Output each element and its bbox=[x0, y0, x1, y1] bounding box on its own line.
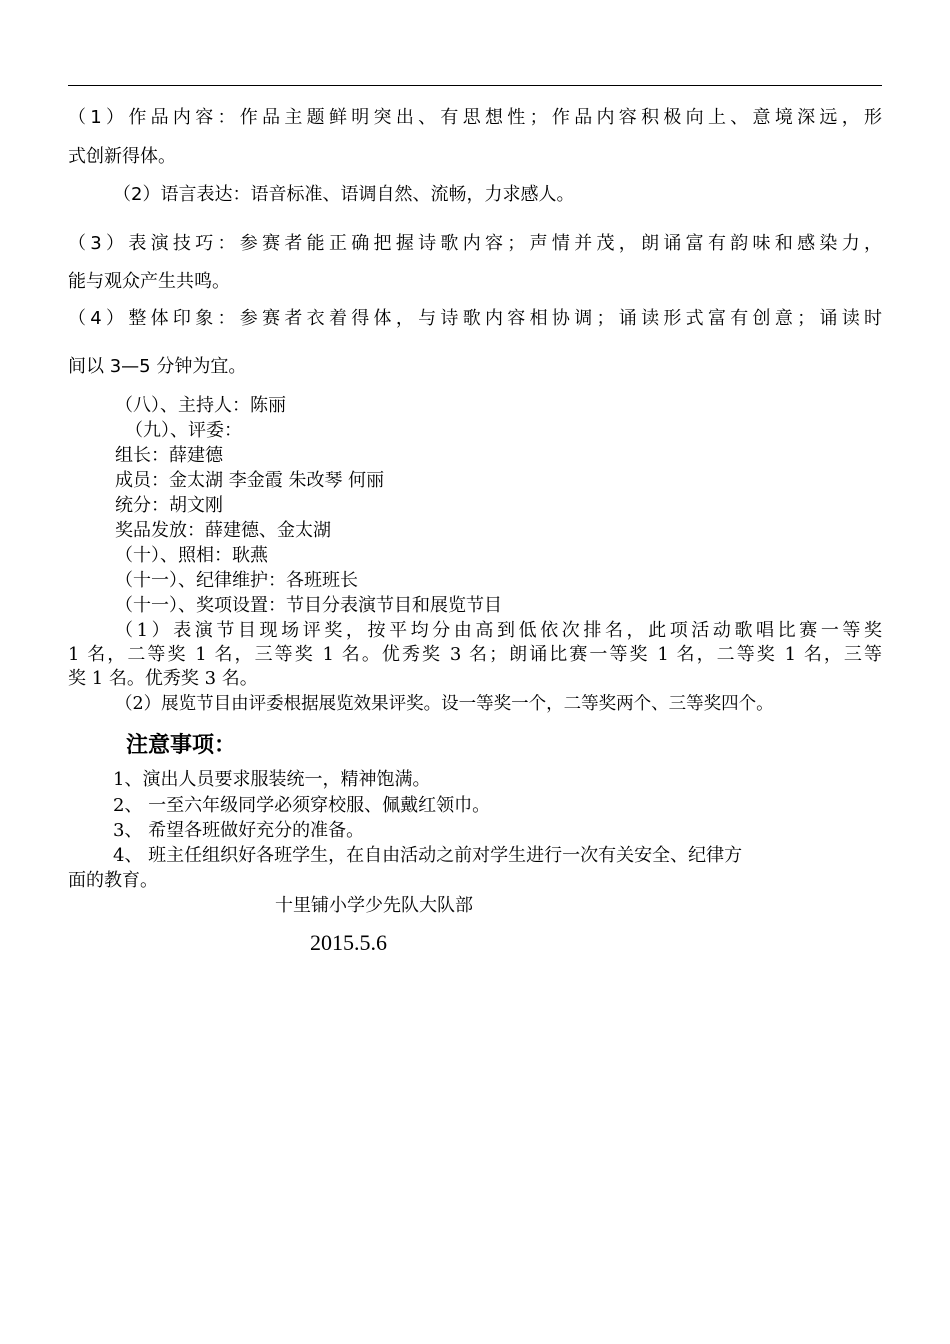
judges-scoring: 统分：胡文刚 bbox=[115, 495, 223, 516]
awards-item-1-line-2: 1 名，二等奖 1 名，三等奖 1 名。优秀奖 3 名；朗诵比赛一等奖 1 名，二等奖 1 名，三等 bbox=[68, 644, 882, 665]
criteria-item-2-line-1: （2）语言表达：语音标准、语调自然、流畅，力求感人。 bbox=[113, 184, 575, 205]
notes-item-3: 3、 希望各班做好充分的准备。 bbox=[113, 820, 365, 841]
notes-item-4-line-2: 面的教育。 bbox=[68, 870, 158, 891]
awards-item-2: （2）展览节目由评委根据展览效果评奖。设一等奖一个，二等奖两个、三等奖四个。 bbox=[115, 694, 774, 714]
criteria-item-4-line-2: 间以 3—5 分钟为宜。 bbox=[68, 356, 247, 377]
judges-members: 成员：金太湖 李金霞 朱改琴 何丽 bbox=[115, 470, 385, 491]
awards-heading: （十一）、奖项设置：节目分表演节目和展览节目 bbox=[115, 595, 502, 616]
judges-heading: （九）、评委： bbox=[125, 420, 242, 441]
notes-item-4-line-1: 4、 班主任组织好各班学生，在自由活动之前对学生进行一次有关安全、纪律方 bbox=[113, 845, 743, 866]
judges-leader: 组长：薛建德 bbox=[115, 445, 223, 466]
criteria-item-1-line-2: 式创新得体。 bbox=[68, 146, 176, 167]
notes-heading: 注意事项： bbox=[126, 733, 237, 758]
notes-item-1: 1、演出人员要求服装统一，精神饱满。 bbox=[113, 769, 431, 790]
criteria-item-3-line-1: （3）表演技巧：参赛者能正确把握诗歌内容；声情并茂，朗诵富有韵味和感染力， bbox=[68, 233, 882, 254]
criteria-item-3-line-2: 能与观众产生共鸣。 bbox=[68, 271, 230, 292]
header-rule bbox=[68, 85, 882, 86]
awards-item-1-line-1: （1）表演节目现场评奖，按平均分由高到低依次排名，此项活动歌唱比赛一等奖 bbox=[115, 620, 882, 641]
photo-line: （十）、照相：耿燕 bbox=[115, 545, 268, 566]
host-line: （八）、主持人：陈丽 bbox=[115, 395, 286, 416]
criteria-item-1-line-1: （1）作品内容：作品主题鲜明突出、有思想性；作品内容积极向上、意境深远，形 bbox=[68, 107, 882, 128]
awards-item-1-line-3: 奖 1 名。优秀奖 3 名。 bbox=[68, 668, 258, 689]
criteria-item-4-line-1: （4）整体印象：参赛者衣着得体，与诗歌内容相协调；诵读形式富有创意；诵读时 bbox=[68, 308, 882, 329]
discipline-line: （十一）、纪律维护：各班班长 bbox=[115, 570, 358, 591]
signature-org: 十里铺小学少先队大队部 bbox=[275, 895, 473, 916]
signature-date: 2015.5.6 bbox=[310, 930, 387, 955]
notes-item-2: 2、 一至六年级同学必须穿校服、佩戴红领巾。 bbox=[113, 795, 491, 816]
judges-prizes: 奖品发放：薛建德、金太湖 bbox=[115, 520, 331, 541]
